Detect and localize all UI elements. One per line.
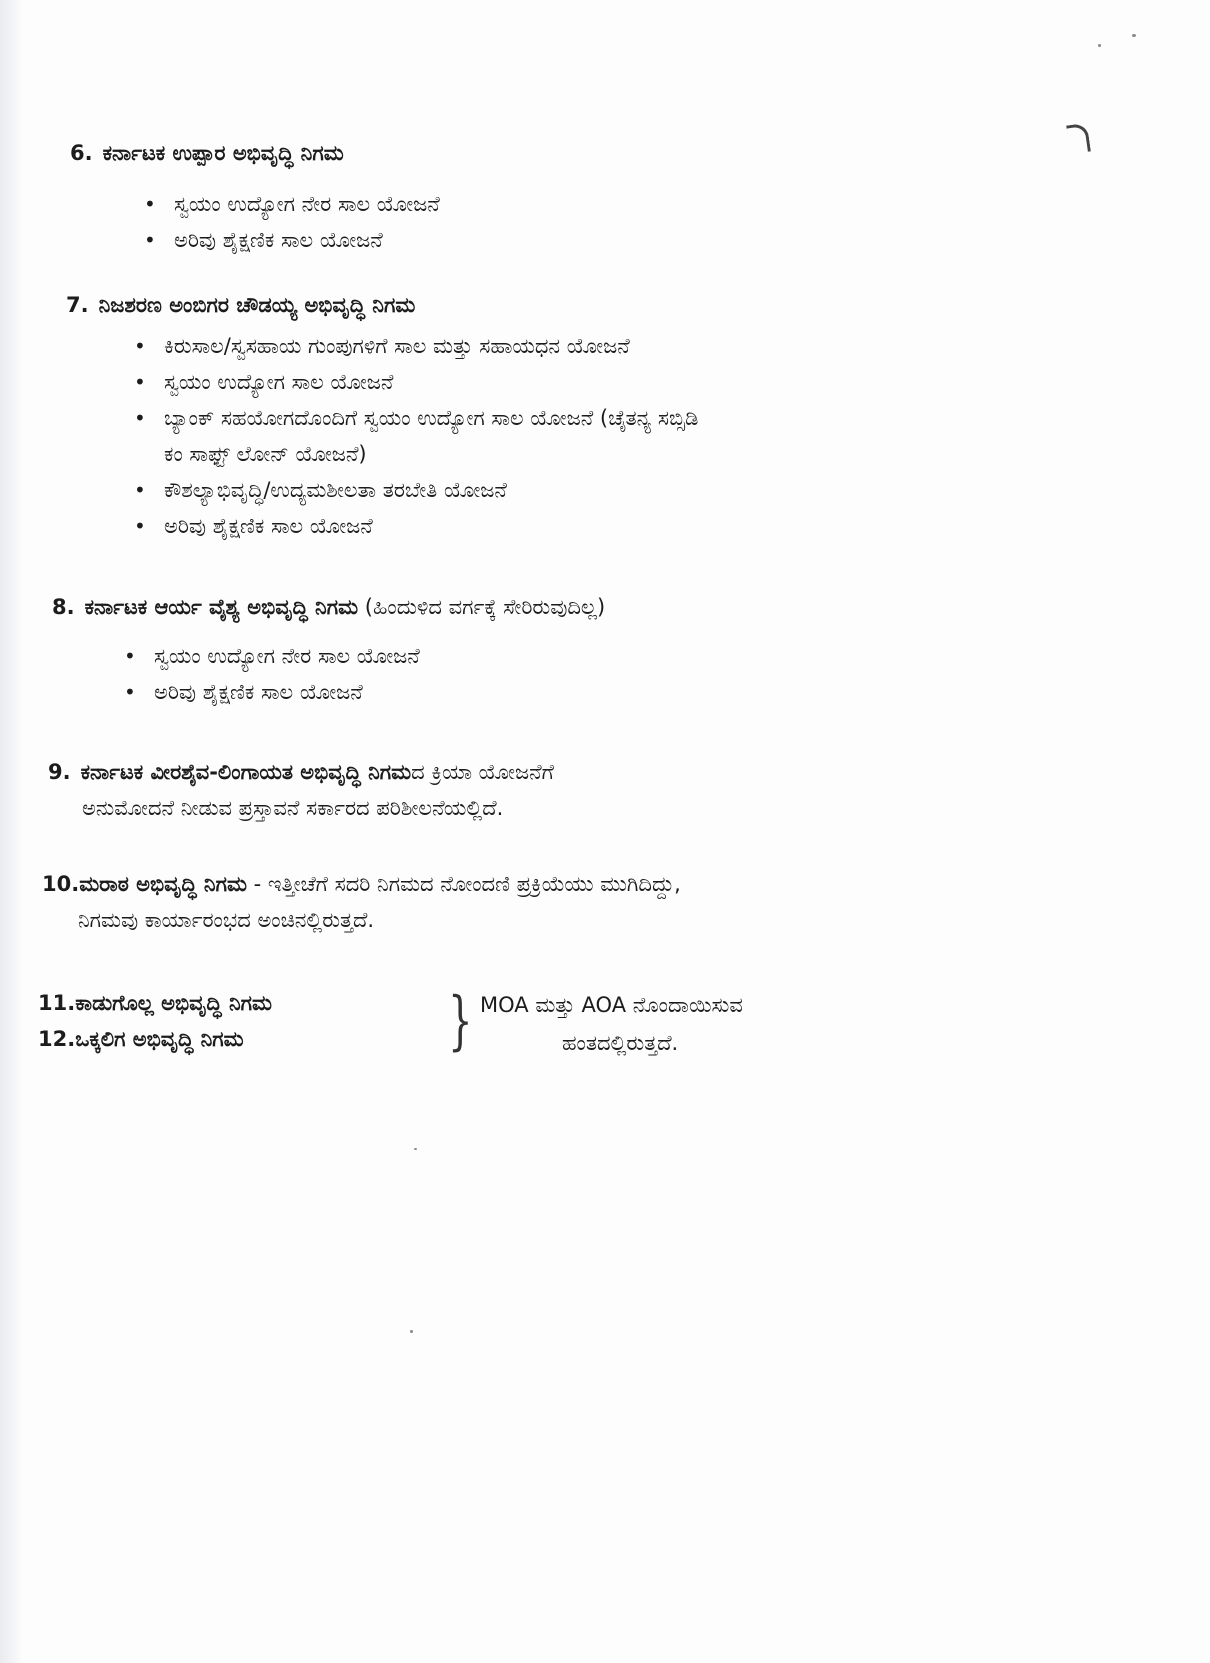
section-text: ದ ಕ್ರಿಯಾ ಯೋಜನೆಗೆ [411,760,554,784]
section-note: (ಹಿಂದುಳಿದ ವರ್ಗಕ್ಕೆ ಸೇರಿರುವುದಿಲ್ಲ) [364,595,606,619]
section-number: 10. [42,872,80,896]
list-item-text: ಸ್ವಯಂ ಉದ್ಯೋಗ ನೇರ ಸಾಲ ಯೋಜನೆ [154,644,420,668]
section-11-heading [38,985,272,1021]
section-title: ಒಕ್ಕಲಿಗ ಅಭಿವೃದ್ಧಿ ನಿಗಮ [75,1027,244,1051]
section-title: ಕರ್ನಾಟಕ ಉಪ್ಪಾರ ಅಭಿವೃದ್ಧಿ ನಿಗಮ [102,141,344,165]
list-item-text: ಬ್ಯಾಂಕ್ ಸಹಯೋಗದೊಂದಿಗೆ ಸ್ವಯಂ ಉದ್ಯೋಗ ಸಾಲ ಯೋಜನೆ (ಚೈತನ್ಯ ಸಬ್ಸಿಡಿ [164,406,699,430]
list-item [144,186,440,222]
list-item [124,674,420,710]
status-note-line: MOA ಮತ್ತು AOA ನೊಂದಾಯಿಸುವ [480,993,743,1017]
list-item [134,328,698,364]
section-title: ಮರಾಠ ಅಭಿವೃದ್ಧಿ ನಿಗಮ [79,872,247,896]
list-item-text: ಕೌಶಲ್ಯಾಭಿವೃದ್ಧಿ/ಉದ್ಯಮಶೀಲತಾ ತರಬೇತಿ ಯೋಜನೆ [164,478,507,502]
section-number: 8. [52,595,75,619]
section-title: ನಿಜಶರಣ ಅಂಬಿಗರ ಚೌಡಯ್ಯ ಅಭಿವೃದ್ಧಿ ನಿಗಮ [98,293,416,317]
section-number: 12. [38,1027,76,1051]
section-text: ಅನುಮೋದನೆ ನೀಡುವ ಪ್ರಸ್ತಾವನೆ ಸರ್ಕಾರದ ಪರಿಶೀಲನೆಯಲ್ಲಿದೆ. [82,796,504,820]
scan-speck [1098,44,1101,47]
section-6-heading [70,138,344,168]
list-item-text: ಸ್ವಯಂ ಉದ್ಯೋಗ ನೇರ ಸಾಲ ಯೋಜನೆ [174,192,440,216]
section-number: 9. [48,760,71,784]
section-7-heading [66,290,415,320]
section-title: ಕರ್ನಾಟಕ ಆರ್ಯ ವೈಶ್ಯ ಅಭಿವೃದ್ಧಿ ನಿಗಮ [84,595,359,619]
list-item-text: ಅರಿವು ಶೈಕ್ಷಣಿಕ ಸಾಲ ಯೋಜನೆ [174,228,383,252]
list-item [144,222,440,258]
grouped-sections-11-12 [38,985,272,1057]
section-8-heading [52,592,605,622]
bullet-icon: • [134,334,146,358]
section-title: ಕಾಡುಗೊಲ್ಲ ಅಭಿವೃದ್ಧಿ ನಿಗಮ [75,991,272,1015]
scan-speck [1132,34,1136,37]
curly-brace-icon: } [448,984,473,1058]
bullet-icon: • [134,406,146,430]
list-item-continuation: ಕಂ ಸಾಫ್ಟ್ ಲೋನ್ ಯೋಜನೆ) [164,442,367,466]
list-item-text: ಅರಿವು ಶೈಕ್ಷಣಿಕ ಸಾಲ ಯೋಜನೆ [164,514,373,538]
dash-separator: - [253,872,262,896]
bullet-icon: • [124,644,136,668]
bullet-icon: • [124,680,136,704]
section-number: 11. [38,991,76,1015]
bullet-icon: • [134,370,146,394]
status-note-line: ಹಂತದಲ್ಲಿರುತ್ತದೆ. [562,1031,679,1055]
section-title: ಕರ್ನಾಟಕ ವೀರಶೈವ-ಲಿಂಗಾಯತ ಅಭಿವೃದ್ಧಿ ನಿಗಮ [80,760,412,784]
section-number: 6. [70,141,93,165]
bullet-icon: • [144,228,156,252]
list-item [124,638,420,674]
section-6-list [144,186,440,258]
list-item [134,472,698,508]
list-item-text: ಅರಿವು ಶೈಕ್ಷಣಿಕ ಸಾಲ ಯೋಜನೆ [154,680,363,704]
page-edge-shadow [0,0,22,1663]
section-text: ನಿಗಮವು ಕಾರ್ಯಾರಂಭದ ಅಂಚಿನಲ್ಲಿರುತ್ತದೆ. [78,908,375,932]
scan-speck [414,1148,417,1150]
section-10-paragraph [42,866,681,938]
pen-mark [1066,123,1091,155]
section-9-paragraph [48,754,554,826]
section-12-heading [38,1021,272,1057]
list-item [134,364,698,400]
list-item [134,508,698,544]
scan-speck [410,1330,413,1333]
section-7-list [134,328,698,544]
list-item-text: ಸ್ವಯಂ ಉದ್ಯೋಗ ಸಾಲ ಯೋಜನೆ [164,370,394,394]
bullet-icon: • [144,192,156,216]
list-item-text: ಕಿರುಸಾಲ/ಸ್ವಸಹಾಯ ಗುಂಪುಗಳಿಗೆ ಸಾಲ ಮತ್ತು ಸಹಾಯಧನ ಯೋಜನೆ [164,334,630,358]
list-item [134,400,698,472]
section-text: ಇತ್ತೀಚೆಗೆ ಸದರಿ ನಿಗಮದ ನೋಂದಣಿ ಪ್ರಕ್ರಿಯೆಯು ಮುಗಿದಿದ್ದು, [267,872,681,896]
grouped-status-note [480,986,743,1062]
section-number: 7. [66,293,89,317]
section-8-list [124,638,420,710]
bullet-icon: • [134,478,146,502]
bullet-icon: • [134,514,146,538]
